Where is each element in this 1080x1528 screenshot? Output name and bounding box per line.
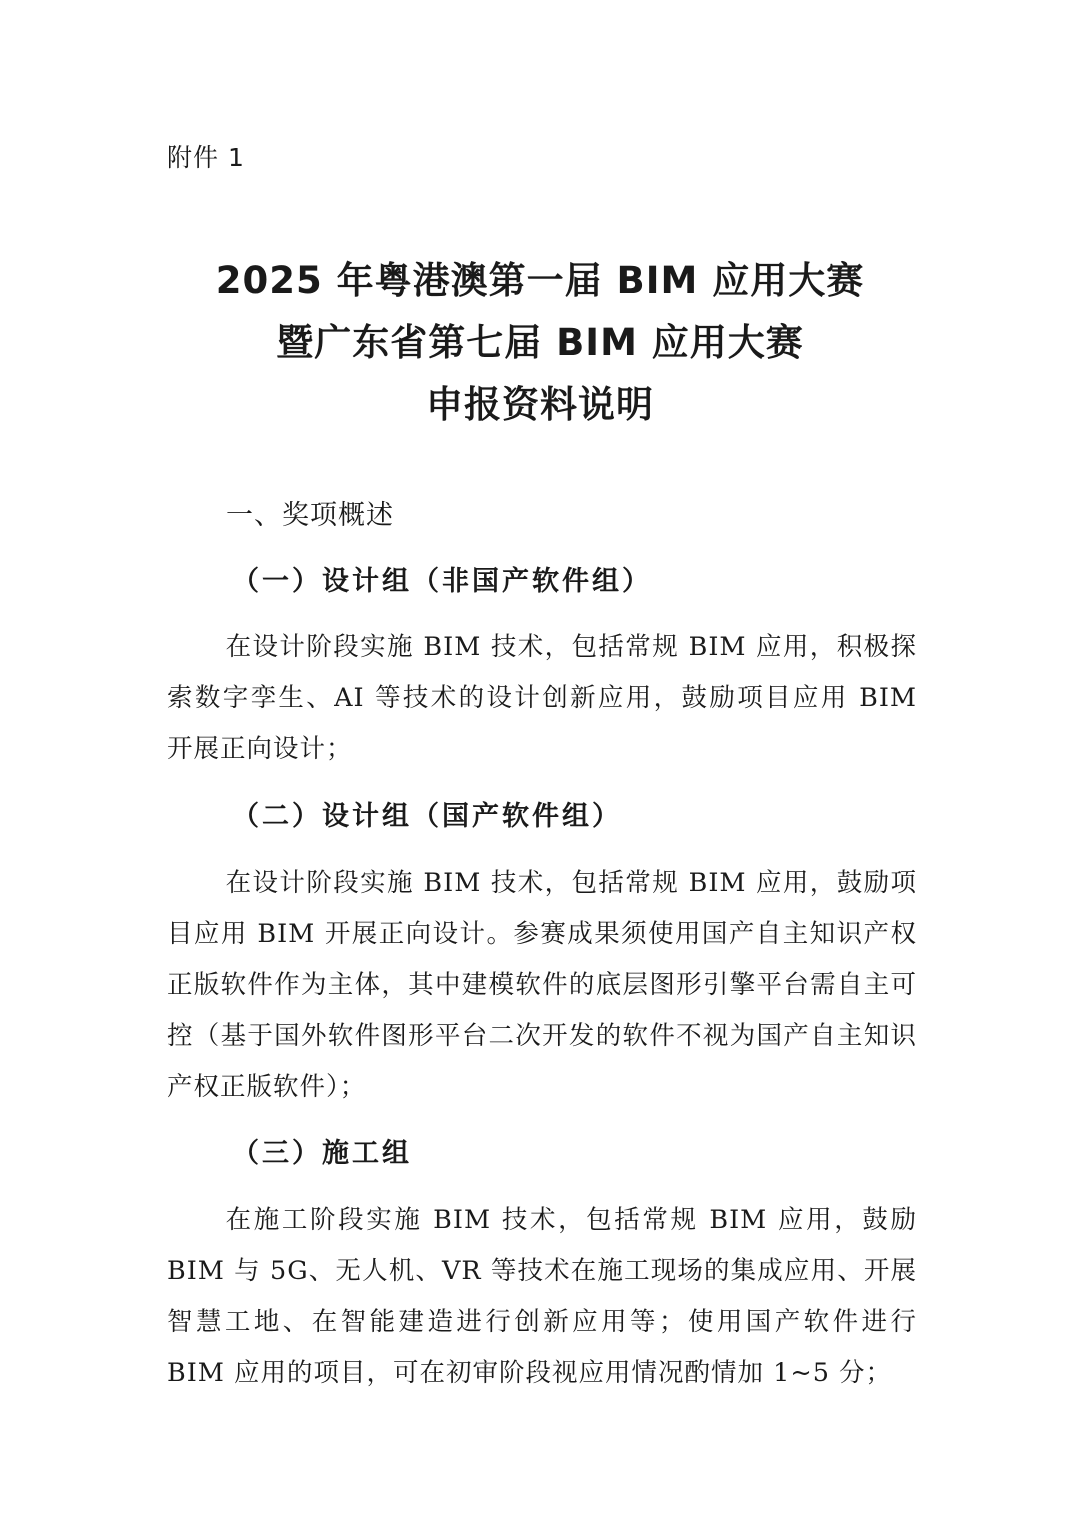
group-heading-design-non-domestic: （一）设计组（非国产软件组）	[232, 566, 652, 597]
title-line-3: 申报资料说明	[426, 383, 654, 426]
attachment-label: 附件 1	[167, 143, 245, 172]
group-heading-design-domestic: （二）设计组（国产软件组）	[232, 801, 622, 832]
group-description-design-non-domestic: 在设计阶段实施 BIM 技术，包括常规 BIM 应用，积极探索数字孪生、AI 等技术的设计创新应用，鼓励项目应用 BIM 开展正向设计；	[167, 632, 917, 764]
document-title	[0, 250, 1080, 436]
title-line-1: 2025 年粤港澳第一届 BIM 应用大赛	[215, 259, 865, 302]
group-description-construction: 在施工阶段实施 BIM 技术，包括常规 BIM 应用，鼓励 BIM 与 5G、无人机、VR 等技术在施工现场的集成应用、开展智慧工地、在智能建造进行创新应用等；使用国产软件进行 BIM 应用的项目，可在初审阶段视应用情况酌情加 1~5 分；	[167, 1205, 917, 1388]
title-line-2: 暨广东省第七届 BIM 应用大赛	[276, 321, 804, 364]
section-heading-awards-overview: 一、奖项概述	[226, 500, 394, 531]
group-heading-construction: （三）施工组	[232, 1138, 412, 1169]
group-description-design-domestic: 在设计阶段实施 BIM 技术，包括常规 BIM 应用，鼓励项目应用 BIM 开展正向设计。参赛成果须使用国产自主知识产权正版软件作为主体，其中建模软件的底层图形引擎平台需自主可控（基于国外软件图形平台二次开发的软件不视为国产自主知识产权正版软件）；	[167, 868, 917, 1102]
